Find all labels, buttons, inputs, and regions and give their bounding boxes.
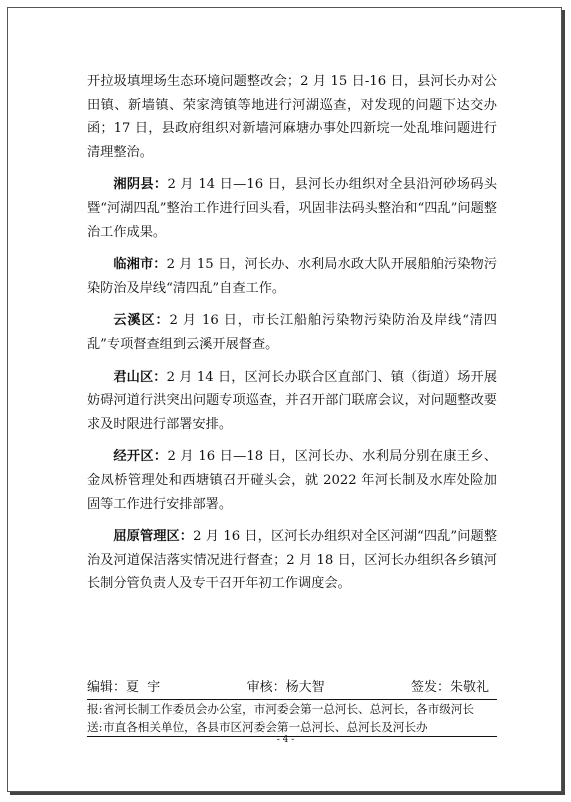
document-footer bbox=[87, 676, 497, 737]
distribution-text: 省河长制工作委员会办公室，市河委会第一总河长、总河长，各市级河长 bbox=[103, 702, 475, 716]
distribution-row bbox=[87, 700, 497, 718]
paragraph-text: 2 月 14 日—16 日，县河长办组织对全县沿河砂场码头暨“河湖四乱”整治工作进行回头看，巩固非法码头整治和“四乱”问题整治工作成果。 bbox=[87, 177, 498, 240]
document-body bbox=[87, 70, 497, 596]
paragraph bbox=[87, 525, 497, 596]
paragraph-lead: 临湘市： bbox=[113, 257, 167, 273]
page-number: - 4 - bbox=[276, 735, 295, 745]
paragraph-text: 2 月 16 日，市长江船舶污染物污染防治及岸线“清四乱”专项督查组到云溪开展督查。 bbox=[87, 313, 497, 352]
paragraph-lead: 屈原管理区： bbox=[113, 529, 194, 545]
distribution-label: 报: bbox=[87, 702, 103, 716]
paragraph-text: 2 月 15 日，河长办、水利局水政大队开展船舶污染物污染防治及岸线“清四乱”自查工作。 bbox=[87, 257, 498, 296]
paragraph-lead: 经开区： bbox=[113, 449, 168, 465]
paragraph-text: 2 月 14 日，区河长办联合区直部门、镇（街道）场开展妨碍河道行洪突出问题专项巡查，并召开部门联席会议，对问题整改要求及时限进行部署安排。 bbox=[87, 369, 498, 432]
distribution-label: 送: bbox=[87, 720, 103, 734]
signer-label: 签发：朱敬礼 bbox=[410, 680, 489, 695]
reviewer-label: 审核：杨大智 bbox=[246, 680, 325, 695]
paragraph-text: 开拉圾填埋场生态环境问题整改会；2 月 15 日-16 日，县河长办对公田镇、新墙镇、荣家湾镇等地进行河湖巡查，对发现的问题下达交办函；17 日，县政府组织对新墙河麻塘办事处四新垸一处乱堆问题进行清理整治。 bbox=[87, 74, 497, 160]
paragraph bbox=[87, 173, 497, 244]
distribution-list bbox=[87, 700, 497, 736]
paragraph-lead: 君山区： bbox=[113, 369, 167, 385]
signoff-row bbox=[87, 676, 497, 699]
paragraph-lead: 湘阴县： bbox=[113, 177, 168, 193]
paragraph bbox=[87, 253, 497, 300]
paragraph bbox=[87, 366, 497, 437]
editor-label: 编辑：夏 宇 bbox=[87, 680, 161, 695]
distribution-row bbox=[87, 718, 497, 736]
paragraph-text: 2 月 16 日，区河长办组织对全区河湖“四乱”问题整治及河道保洁落实情况进行督查；2 月 18 日，区河长办组织各乡镇河长制分管负责人及专干召开年初工作调度会。 bbox=[87, 529, 498, 592]
distribution-text: 市直各相关单位，各县市区河委会第一总河长、总河长及河长办 bbox=[103, 720, 428, 734]
paragraph bbox=[87, 309, 497, 356]
paragraph bbox=[87, 445, 497, 516]
paragraph-text: 2 月 16 日—18 日，区河长办、水利局分别在康王乡、金凤桥管理处和西塘镇召开碰头会，就 2022 年河长制及水库处险加固等工作进行安排部署。 bbox=[87, 449, 498, 512]
paragraph-lead: 云溪区： bbox=[113, 313, 170, 329]
paragraph bbox=[87, 70, 497, 164]
